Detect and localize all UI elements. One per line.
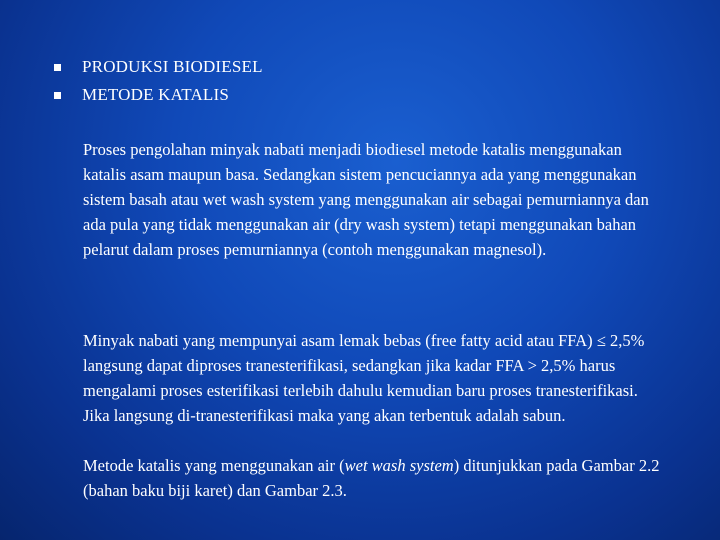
square-bullet-icon [54, 92, 61, 99]
paragraph-process-description [83, 137, 668, 262]
bullet-label: PRODUKSI BIODIESEL [82, 57, 263, 76]
paragraph-text: Proses pengolahan minyak nabati menjadi biodiesel metode katalis menggunakan katalis asam maupun basa. Sedangkan sistem pencuciannya ada yang menggunakan sistem basah atau wet wash system yang menggunakan air sebagai pemurniannya dan ada pula yang tidak menggunakan air (dry wash system) tetapi menggunakan bahan pelarut dalam proses pemurniannya (contoh menggunakan magnesol). [83, 140, 649, 259]
bullet-list [54, 53, 674, 109]
paragraph-figure-reference [83, 453, 668, 503]
paragraph-text [83, 453, 668, 503]
bullet-item-metode [54, 81, 674, 109]
paragraph-text-start: Metode katalis yang menggunakan air ( [83, 456, 345, 475]
bullet-item-produksi [54, 53, 674, 81]
square-bullet-icon [54, 64, 61, 71]
bullet-label: METODE KATALIS [82, 85, 230, 104]
paragraph-text: Minyak nabati yang mempunyai asam lemak bebas (free fatty acid atau FFA) ≤ 2,5% langsung dapat diproses tranesterifikasi, sedangkan jika kadar FFA > 2,5% harus mengalami proses esterifikasi terlebih dahulu kemudian baru proses tranesterifikasi. Jika langsung di-tranesterifikasi maka yang akan terbentuk adalah sabun. [83, 331, 645, 425]
paragraph-text-end: ) ditunjukkan pada Gambar 2.2 (bahan baku biji karet) dan Gambar 2.3. [83, 456, 660, 500]
paragraph-text-italic: wet wash system [344, 456, 454, 475]
paragraph-ffa-description [83, 328, 668, 428]
